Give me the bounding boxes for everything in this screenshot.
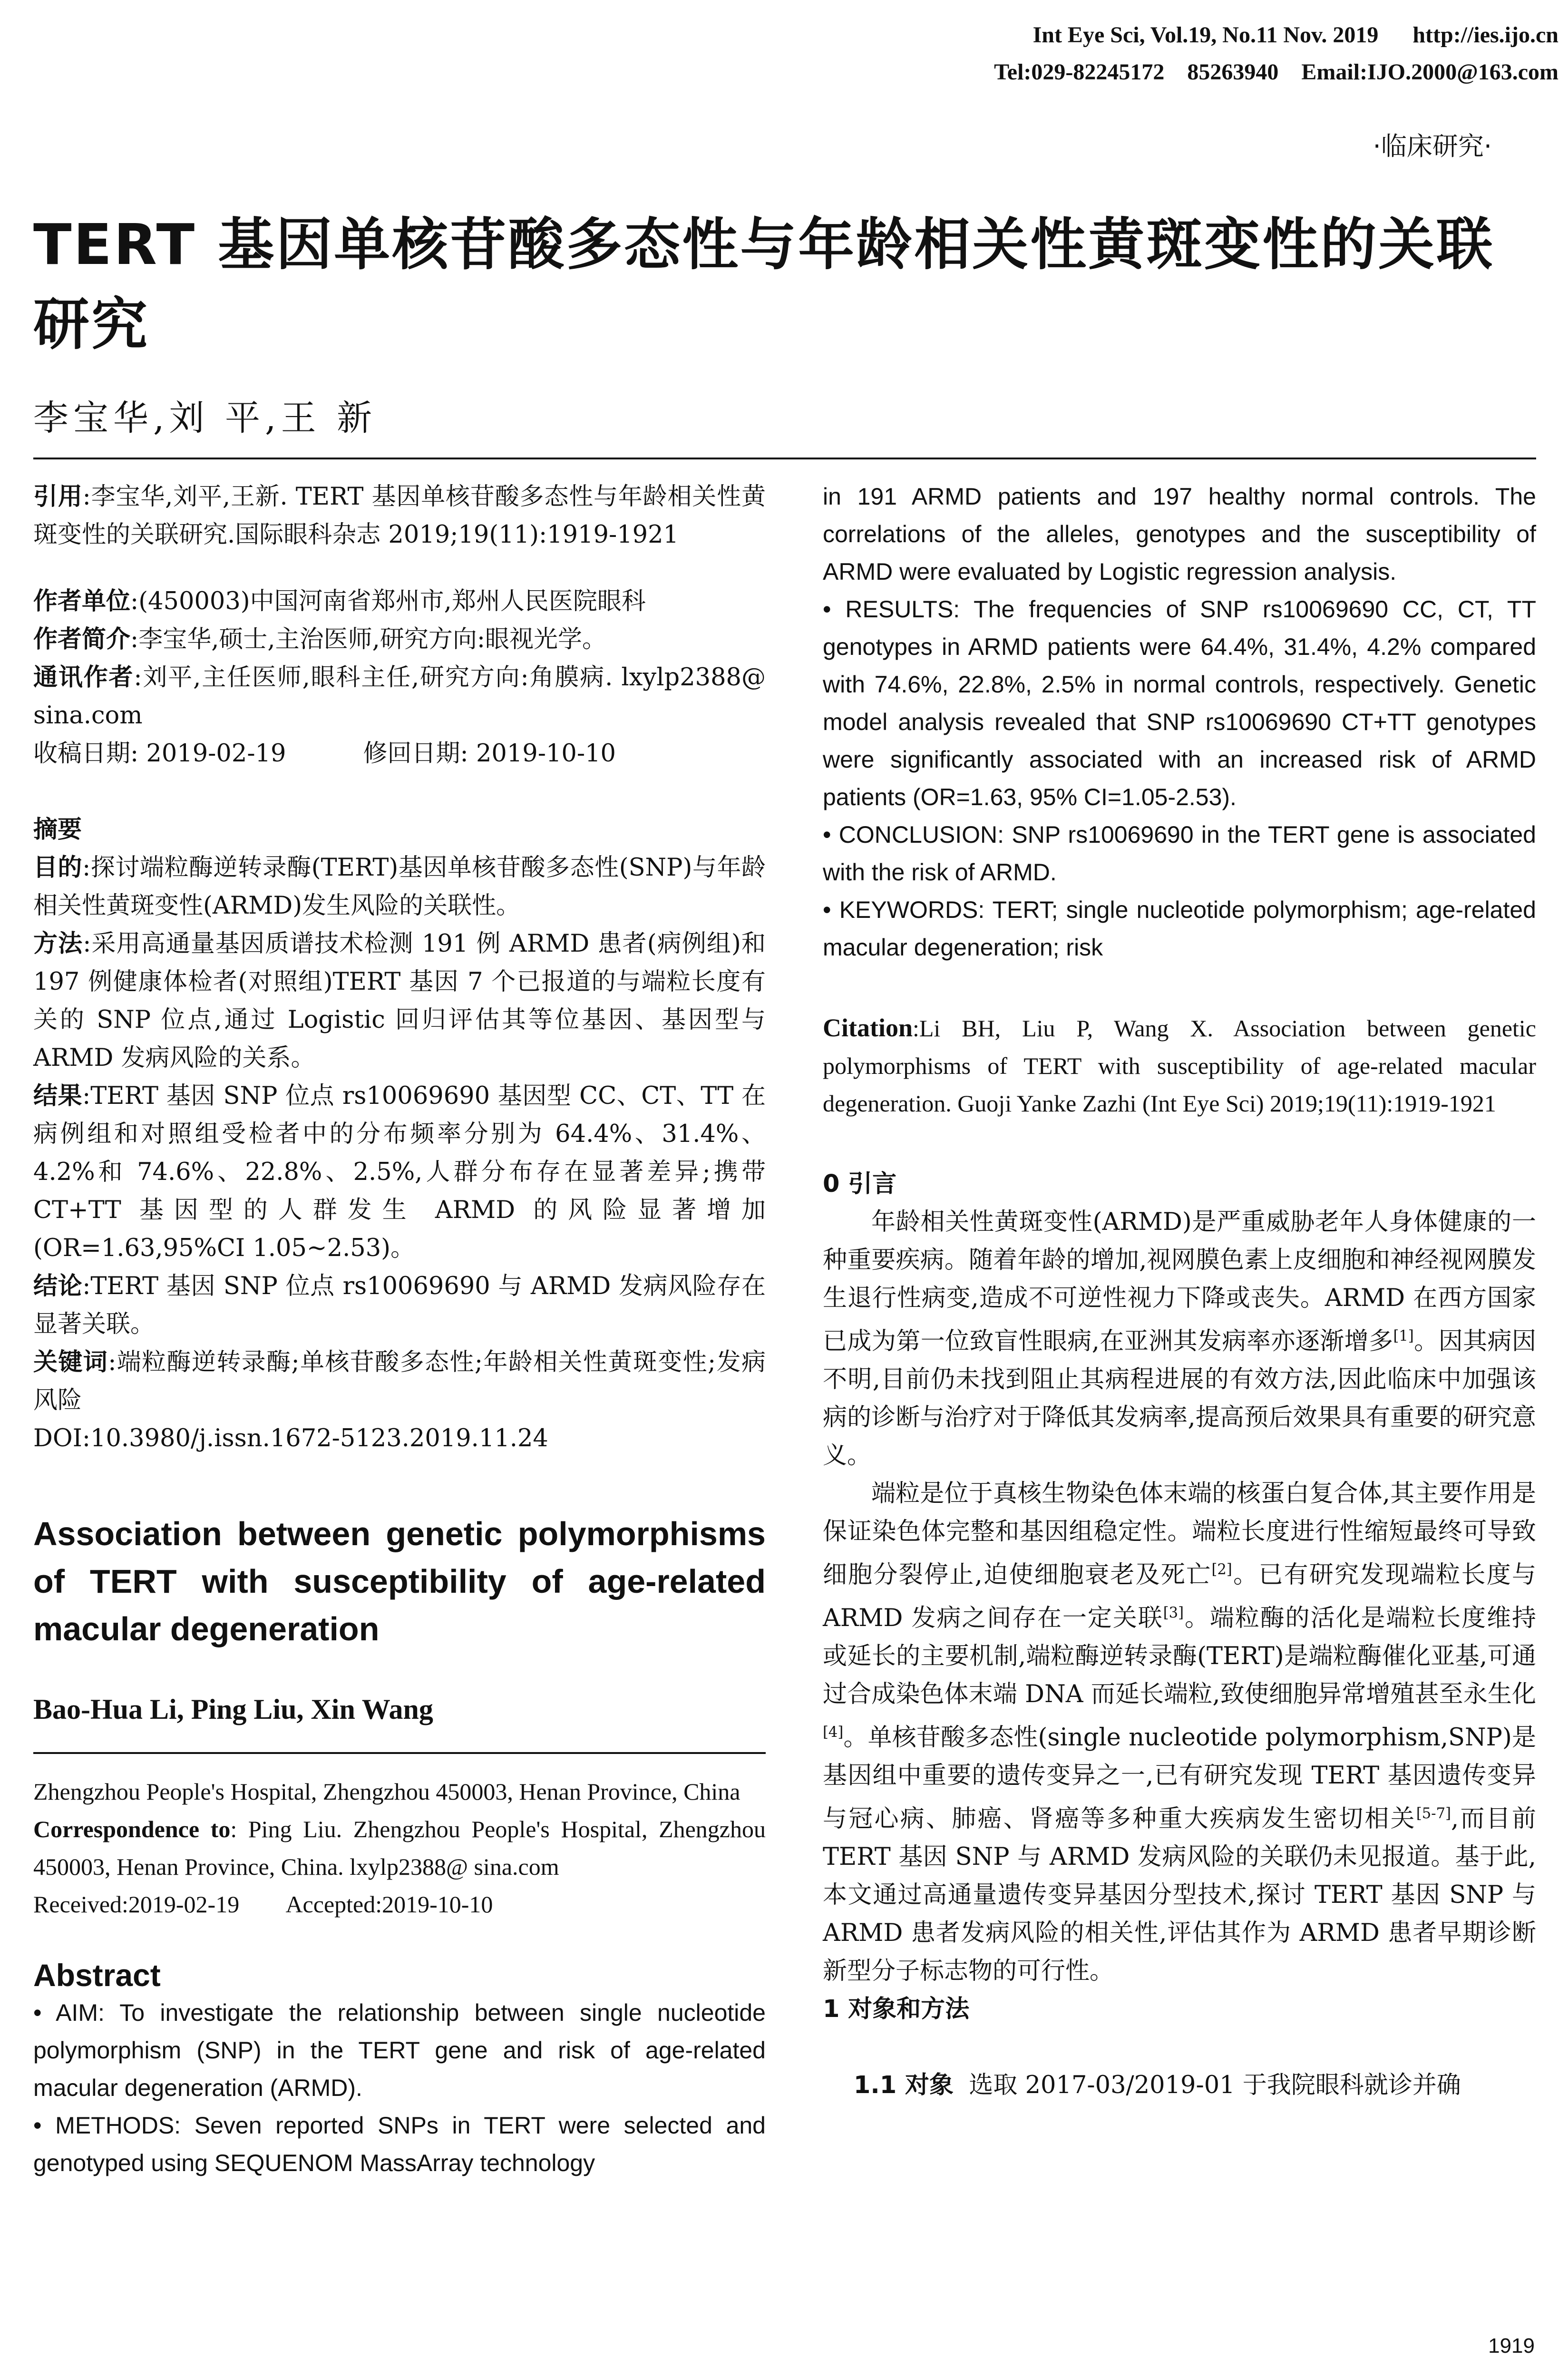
methods-cn (33, 925, 766, 1077)
intro-paragraph-1 (823, 1203, 1536, 1475)
intro-paragraph-2 (823, 1475, 1536, 1990)
en-corr-text: : Ping Liu. Zhengzhou People's Hospital, Zhengzhou 450003, Henan Province, China. lxylp2388@ sina.com (33, 1816, 766, 1880)
english-authors: Bao-Hua Li, Ping Liu, Xin Wang (33, 1694, 433, 1725)
ref-3: [3] (1163, 1605, 1184, 1621)
conclusion-cn (33, 1267, 766, 1344)
results-text: :TERT 基因 SNP 位点 rs10069690 基因型 CC、CT、TT 在病例组和对照组受检者中的分布频率分别为 64.4%、31.4%、4.2%和 74.6%、22.8%、2.5%,人群分布存在显著差异;携带 CT+TT 基因型的人群发生 ARMD 的风险显著增加(OR=1.63,95%CI 1.05~2.53)。 (33, 1082, 766, 1262)
methods-en-continued: in 191 ARMD patients and 197 healthy normal controls. The correlations of the alleles, genotypes and the susceptibility of ARMD were evaluated by Logistic regression analysis. (823, 483, 1536, 585)
kw-label: 关键词 (33, 1348, 108, 1376)
en-corr-label: Correspondence to (33, 1816, 231, 1842)
methods-label: 方法 (33, 930, 83, 958)
methods-text: :采用高通量基因质谱技术检测 191 例 ARMD 患者(病例组)和 197 例健康体检者(对照组)TERT 基因 7 个已报道的与端粒长度有关的 SNP 位点,通过 Logistic 回归评估其等位基因、基因型与 ARMD 发病风险的关系。 (33, 930, 766, 1072)
section-1-heading: 1 对象和方法 (823, 1995, 970, 2023)
citation-label: 引用 (33, 483, 83, 511)
authors-cn: 李宝华,刘 平,王 新 (33, 398, 377, 438)
corr-label: 通讯作者 (33, 663, 134, 692)
concl-label: 结论 (33, 1272, 83, 1300)
sec11-label: 1.1 对象 (853, 2071, 954, 2099)
citation-en-text: :Li BH, Liu P, Wang X. Association between genetic polymorphisms of TERT with susceptibility of age-related macular degeneration. Guoji Yanke Zazhi (Int Eye Sci) 2019;19(11):1919-1921 (823, 1015, 1536, 1117)
english-title: Association between genetic polymorphisms of TERT with susceptibility of age-related macular degeneration (33, 1515, 766, 1647)
citation-text: :李宝华,刘平,王新. TERT 基因单核苷酸多态性与年龄相关性黄斑变性的关联研究.国际眼科杂志 2019;19(11):1919-1921 (33, 483, 766, 549)
citation-en-label: Citation (823, 1013, 913, 1042)
intro-p2b: 。已有研究发现端粒长度与 ARMD 发病之间存在一定关联 (823, 1561, 1536, 1632)
affil-text: :(450003)中国河南省郑州市,郑州人民医院眼科 (130, 587, 646, 615)
conclusion-en: • CONCLUSION: SNP rs10069690 in the TERT gene is associated with the risk of ARMD. (823, 821, 1536, 886)
english-correspondence (33, 1811, 766, 1886)
english-dates: Received:2019-02-19 Accepted:2019-10-10 (33, 1891, 493, 1918)
ref-4: [4] (823, 1724, 844, 1741)
received-dates: 收稿日期: 2019-02-19 修回日期: 2019-10-10 (33, 740, 616, 768)
title-divider (33, 458, 1536, 459)
intro-p1a: 年龄相关性黄斑变性(ARMD)是严重威胁老年人身体健康的一种重要疾病。随着年龄的增加,视网膜色素上皮细胞和神经视网膜发生退行性病变,造成不可逆性视力下降或丧失。ARMD 在西方国家已成为第一位致盲性眼病,在亚洲其发病率亦逐渐增多 (823, 1208, 1536, 1355)
right-column (823, 478, 1536, 2143)
kw-text: :端粒酶逆转录酶;单核苷酸多态性;年龄相关性黄斑变性;发病风险 (33, 1348, 766, 1414)
doi: DOI:10.3980/j.issn.1672-5123.2019.11.24 (33, 1424, 548, 1452)
affil-label: 作者单位 (33, 587, 131, 615)
aim-label: 目的 (33, 854, 83, 882)
ref-1: [1] (1393, 1328, 1414, 1344)
keywords-en: • KEYWORDS: TERT; single nucleotide polymorphism; age-related macular degeneration; risk (823, 896, 1536, 961)
section-tag: ·临床研究· (1373, 131, 1492, 161)
keywords-cn (33, 1344, 766, 1420)
ref-2: [2] (1211, 1561, 1232, 1578)
results-label: 结果 (33, 1082, 83, 1110)
aim-text: :探讨端粒酶逆转录酶(TERT)基因单核苷酸多态性(SNP)与年龄相关性黄斑变性(ARMD)发生风险的关联性。 (33, 854, 766, 920)
abstract-heading-en: Abstract (33, 1958, 161, 1993)
corr-text: :刘平,主任医师,眼科主任,研究方向:角膜病. lxylp2388@ sina.com (33, 663, 766, 730)
intro-p2c: 。端粒酶的活化是端粒长度维持或延长的主要机制,端粒酶逆转录酶(TERT)是端粒酶催化亚基,可通过合成染色体末端 DNA 而延长端粒,致使细胞异常增殖甚至永生化 (823, 1604, 1536, 1708)
aim-cn (33, 849, 766, 925)
bio-label: 作者简介 (33, 625, 131, 653)
results-cn (33, 1077, 766, 1267)
corresponding-author (33, 659, 766, 735)
intro-p2d: 。单核苷酸多态性(single nucleotide polymorphism,SNP)是基因组中重要的遗传变异之一,已有研究发现 TERT 基因遗传变异与冠心病、肺癌、肾癌等多种重大疾病发生密切相关 (823, 1724, 1536, 1833)
aim-en: • AIM: To investigate the relationship between single nucleotide polymorphism (SNP) in the TERT gene and risk of age-related macular degeneration (ARMD). (33, 1999, 766, 2101)
intro-p2e: ,而目前 TERT 基因 SNP 与 ARMD 发病风险的关联仍未见报道。基于此,本文通过高通量遗传变异基因分型技术,探讨 TERT 基因 SNP 与 ARMD 患者发病风险的相关性,评估其作为 ARMD 患者早期诊断新型分子标志物的可行性。 (823, 1805, 1536, 1985)
ref-5-7: [5-7] (1416, 1805, 1451, 1822)
methods-en: • METHODS: Seven reported SNPs in TERT were selected and genotyped using SEQUENOM MassArray technology (33, 2112, 766, 2176)
journal-header-line2: Tel:029-82245172 85263940 Email:IJO.2000@163.com (994, 59, 1558, 85)
section-1-1 (823, 2028, 1536, 2143)
affiliation (33, 583, 766, 621)
concl-text: :TERT 基因 SNP 位点 rs10069690 与 ARMD 发病风险存在显著关联。 (33, 1272, 766, 1338)
citation-cn (33, 478, 766, 554)
left-column (33, 478, 766, 2182)
results-en: • RESULTS: The frequencies of SNP rs10069690 CC, CT, TT genotypes in ARMD patients were 64.4%, 31.4%, 4.2% compared with 74.6%, 22.8%, 2.5% in normal controls, respectively. Genetic model analysis revealed that SNP rs10069690 CT+TT genotypes were significantly associated with an increased risk of ARMD patients (OR=1.63, 95% CI=1.05-2.53). (823, 596, 1536, 810)
abstract-heading-cn: 摘要 (33, 816, 82, 844)
article-title: TERT 基因单核苷酸多态性与年龄相关性黄斑变性的关联研究 (33, 212, 1495, 357)
page-number: 1919 (1488, 2334, 1535, 2358)
journal-header-line1: Int Eye Sci, Vol.19, No.11 Nov. 2019 http://ies.ijo.cn (1032, 22, 1558, 48)
intro-p1b: 。因其病因不明,目前仍未找到阻止其病程进展的有效方法,因此临床中加强该病的诊断与治疗对于降低其发病率,提高预后效果具有重要的研究意义。 (823, 1327, 1536, 1470)
intro-heading: 0 引言 (823, 1170, 897, 1198)
english-affiliation: Zhengzhou People's Hospital, Zhengzhou 450003, Henan Province, China (33, 1778, 740, 1805)
sec11-text: 选取 2017-03/2019-01 于我院眼科就诊并确 (953, 2071, 1461, 2099)
citation-en (823, 1009, 1536, 1122)
bio-text: :李宝华,硕士,主治医师,研究方向:眼视光学。 (130, 625, 607, 653)
intro-p2a: 端粒是位于真核生物染色体末端的核蛋白复合体,其主要作用是保证染色体完整和基因组稳定性。端粒长度进行性缩短最终可导致细胞分裂停止,迫使细胞衰老及死亡 (823, 1480, 1536, 1589)
author-bio (33, 621, 766, 659)
